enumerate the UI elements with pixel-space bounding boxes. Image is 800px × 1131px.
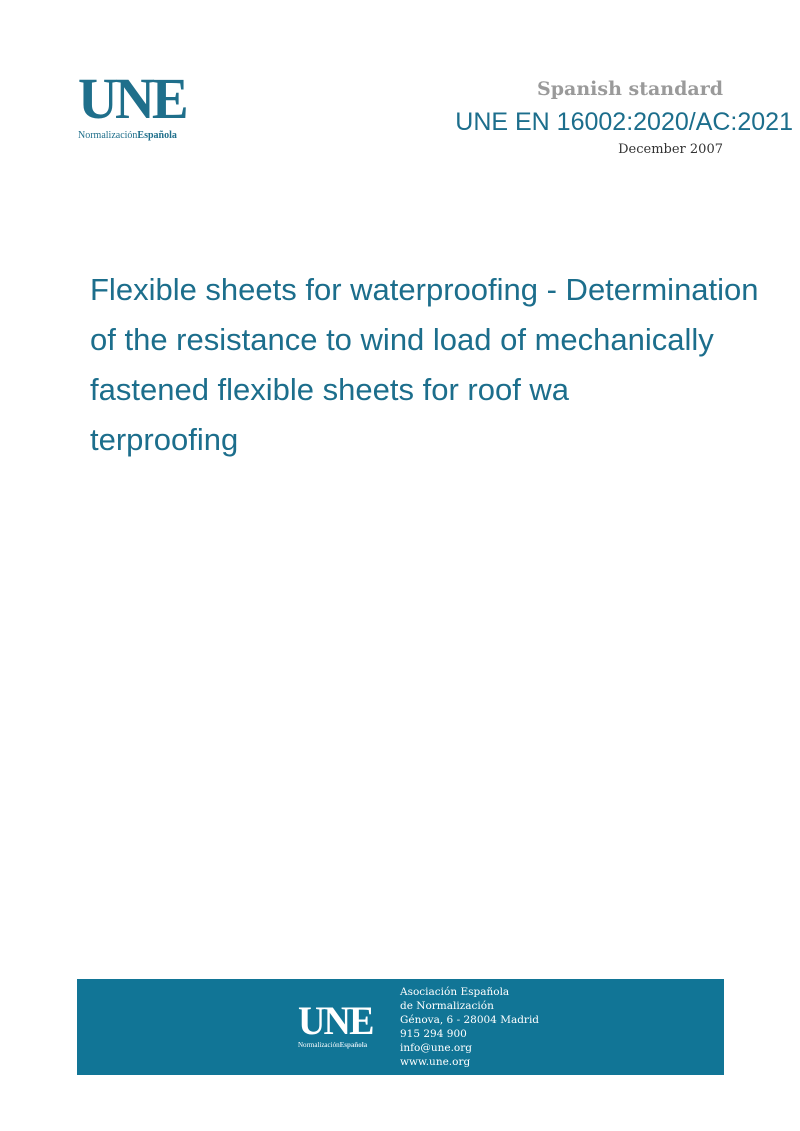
footer-logo xyxy=(298,998,376,1050)
title-line: fastened flexible sheets for roof wa xyxy=(90,372,570,407)
footer-logo-tagline-part-b: Española xyxy=(339,1041,368,1049)
document-title xyxy=(90,265,800,465)
standard-code: UNE EN 16002:2020/AC:2021 xyxy=(455,108,793,136)
contact-org: Asociación Española xyxy=(400,986,510,998)
contact-block xyxy=(400,986,539,1069)
contact-org-cont: de Normalización xyxy=(400,999,494,1012)
contact-email-link[interactable]: info@une.org xyxy=(400,1041,472,1054)
logo-wordmark: UNE xyxy=(78,66,186,131)
logo-tagline xyxy=(78,130,198,142)
contact-phone: 915 294 900 xyxy=(400,1027,467,1040)
title-line: of the resistance to wind load of mechanically xyxy=(90,322,714,357)
footer-band xyxy=(77,979,724,1075)
title-line: Flexible sheets for waterproofing - Determination xyxy=(90,272,759,307)
title-line: terproofing xyxy=(90,422,239,457)
une-logo xyxy=(78,66,198,150)
standard-date: December 2007 xyxy=(618,142,723,157)
footer-logo-wordmark: UNE xyxy=(298,998,373,1043)
standard-kind: Spanish standard xyxy=(537,78,723,100)
logo-tagline-part-a: Normalización xyxy=(78,130,138,141)
contact-website-link[interactable]: www.une.org xyxy=(400,1055,471,1068)
contact-address: Génova, 6 - 28004 Madrid xyxy=(400,1013,540,1026)
logo-tagline-part-b: Española xyxy=(137,130,177,141)
footer-logo-tagline-part-a: Normalización xyxy=(298,1041,340,1049)
